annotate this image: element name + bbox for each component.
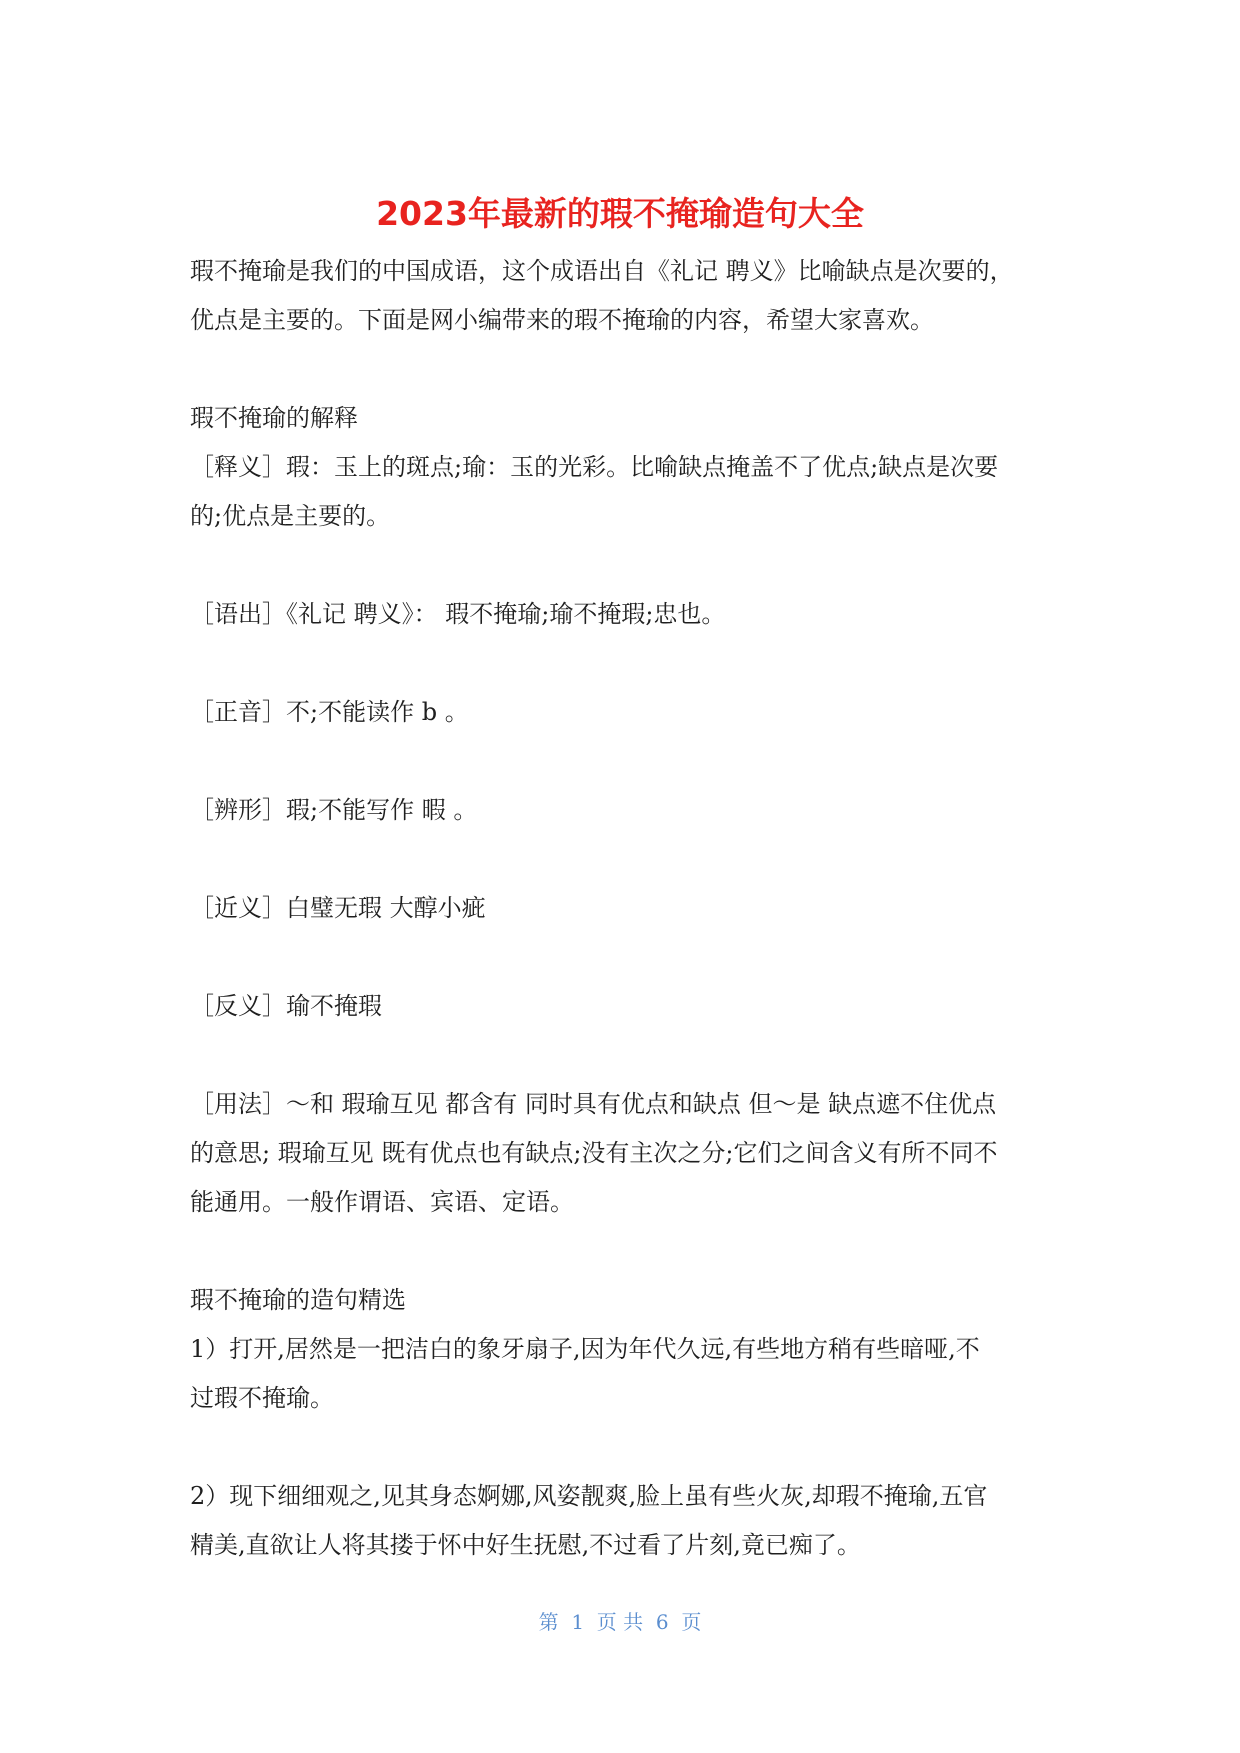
antonym-line: ［反义］瑜不掩瑕: [190, 992, 382, 1020]
definition-line-2: 的;优点是主要的。: [190, 502, 391, 530]
sentence-1-line-1: 1）打开,居然是一把洁白的象牙扇子,因为年代久远,有些地方稍有些暗哑,不: [190, 1335, 980, 1363]
pronunciation-line: ［正音］不;不能读作 b 。: [190, 698, 469, 726]
usage-line-2: 的意思; 瑕瑜互见 既有优点也有缺点;没有主次之分;它们之间含义有所不同不: [190, 1139, 998, 1167]
document-title: 2023年最新的瑕不掩瑜造句大全: [376, 194, 864, 233]
synonym-line: ［近义］白璧无瑕 大醇小疵: [190, 894, 486, 922]
intro-line-1: 瑕不掩瑜是我们的中国成语，这个成语出自《礼记 聘义》比喻缺点是次要的，: [190, 257, 1014, 285]
intro-line-2: 优点是主要的。下面是网小编带来的瑕不掩瑜的内容，希望大家喜欢。: [190, 306, 934, 334]
definition-line-1: ［释义］瑕：玉上的斑点;瑜：玉的光彩。比喻缺点掩盖不了优点;缺点是次要: [190, 453, 999, 481]
form-line: ［辨形］瑕;不能写作 暇 。: [190, 796, 478, 824]
usage-line-1: ［用法］～和 瑕瑜互见 都含有 同时具有优点和缺点 但～是 缺点遮不住优点: [190, 1090, 997, 1118]
section-heading-sentences: 瑕不掩瑜的造句精选: [190, 1286, 406, 1314]
sentence-1-line-2: 过瑕不掩瑜。: [190, 1384, 334, 1412]
source-line: ［语出］《礼记 聘义》： 瑕不掩瑜;瑜不掩瑕;忠也。: [190, 600, 726, 628]
page-number-footer: 第 1 页 共 6 页: [538, 1610, 702, 1634]
sentence-2-line-1: 2）现下细细观之,见其身态婀娜,风姿靓爽,脸上虽有些火灰,却瑕不掩瑜,五官: [190, 1482, 988, 1510]
section-heading-explanation: 瑕不掩瑜的解释: [190, 404, 358, 432]
sentence-2-line-2: 精美,直欲让人将其搂于怀中好生抚慰,不过看了片刻,竟已痴了。: [190, 1531, 861, 1559]
usage-line-3: 能通用。一般作谓语、宾语、定语。: [190, 1188, 574, 1216]
